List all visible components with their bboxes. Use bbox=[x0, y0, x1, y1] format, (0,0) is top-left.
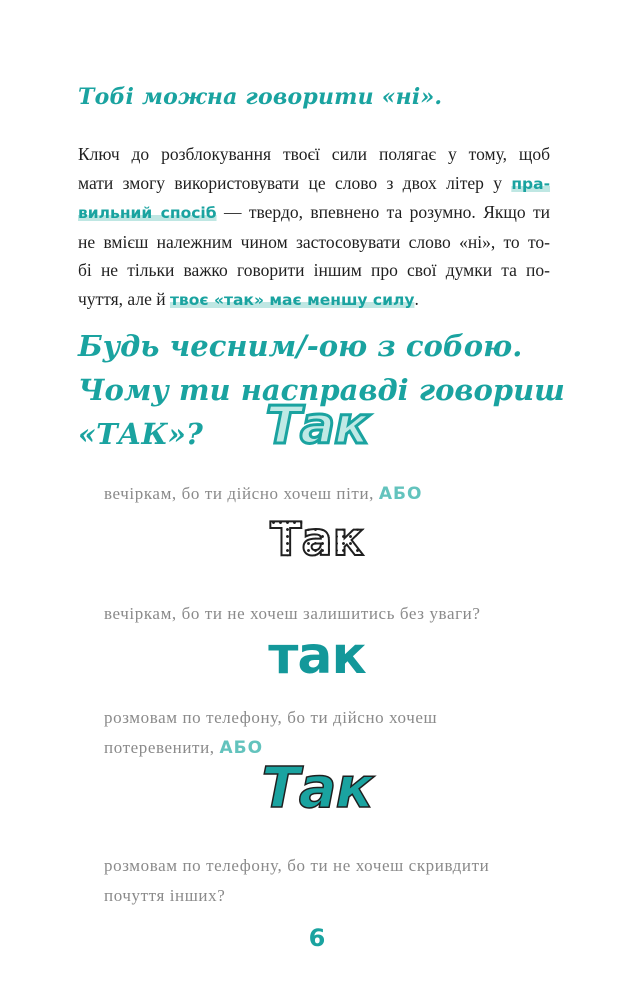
paragraph-line: бі не тільки важко говорити іншим про свої думки та по- bbox=[78, 260, 550, 280]
section-subheading: Тобі можна говорити «ні». bbox=[78, 84, 443, 110]
paragraph-line: чуття, але й твоє «так» має меншу силу. bbox=[78, 288, 419, 309]
reason-text: вечіркам, бо ти не хочеш залишитись без уваги? bbox=[104, 604, 481, 623]
tak-dotted-word: Так bbox=[270, 512, 364, 566]
page-heading: Будь чесним/-ою з собою. Чому ти насправді говориш «ТАК»? bbox=[78, 329, 565, 451]
tak-italic-word: Так bbox=[261, 756, 373, 821]
paragraph-line: Ключ до розблокування твоєї сили полягає у тому, щоб bbox=[78, 144, 550, 164]
paragraph-line: мати змогу використовувати це слово з двох літер у пра- bbox=[78, 172, 551, 193]
paragraph-line: не вмієш належним чином застосовувати слово «ні», то то- bbox=[78, 231, 550, 252]
highlight-less-power: твоє «так» має меншу силу bbox=[169, 290, 415, 309]
highlight-right-way: пра- bbox=[511, 174, 551, 193]
abo-label: АБО bbox=[378, 484, 423, 504]
reason-text: розмовам по телефону, бо ти не хочеш скривдити bbox=[104, 856, 490, 875]
tak-outline-word: Так bbox=[265, 396, 369, 456]
abo-label: АБО bbox=[219, 738, 264, 758]
body-paragraph bbox=[78, 140, 550, 314]
tak-bold-word: так bbox=[268, 626, 366, 686]
highlight-right-way-cont: вильний спосіб bbox=[78, 204, 217, 222]
page-number: 6 bbox=[308, 924, 326, 952]
paragraph-line: вильний спосіб — твердо, впевнено та розумно. Якщо ти bbox=[78, 202, 551, 222]
reason-text: потеревенити, АБО bbox=[104, 738, 264, 758]
reason-text: вечіркам, бо ти дійсно хочеш піти, АБО bbox=[104, 484, 423, 504]
reason-text: почуття інших? bbox=[104, 886, 226, 905]
reason-text: розмовам по телефону, бо ти дійсно хочеш bbox=[104, 708, 438, 727]
